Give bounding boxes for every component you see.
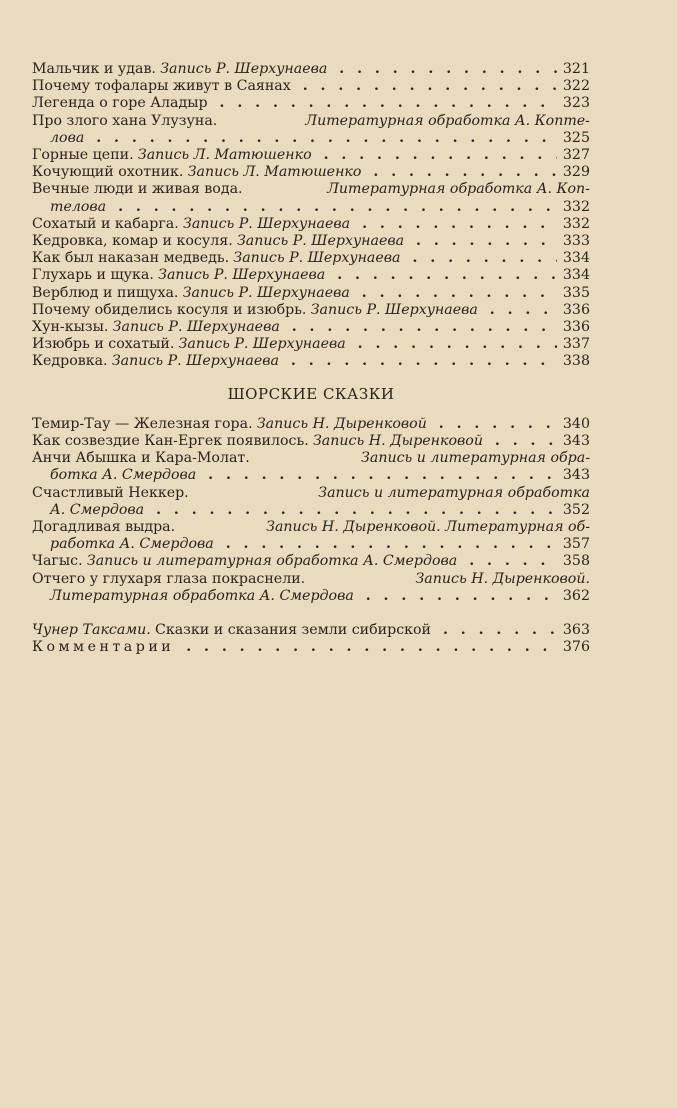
entry-line-continued [32,502,590,519]
entry-credit-continued: лова [50,129,85,146]
entry-line-continued [32,588,590,605]
toc-entry [32,216,590,233]
entry-credit: Запись Л. Матюшенко [137,147,312,164]
page-number: 333 [562,233,590,250]
entry-credit: Запись Р. Шерхунаева [236,233,405,250]
dot-leader [352,336,557,353]
page-number: 325 [562,129,590,146]
page-number: 335 [562,284,590,301]
toc-entry [32,181,590,215]
entry-title: Темир-Тау — Железная гора. [32,415,253,432]
dot-leader [214,95,557,112]
entry-line [32,285,590,302]
entry-credit: Запись Р. Шерхунаева [182,284,350,301]
entry-line [32,353,590,370]
entry-title: Почему тофалары живут в Саянах [32,78,291,95]
entry-title: Мальчик и удав. [32,61,156,77]
entry-title: Счастливый Неккер. [32,484,189,501]
dot-leader [90,130,557,147]
entry-line [32,553,590,570]
entry-credit: Запись и литературная обра- [361,450,590,467]
entry-line-continued [32,199,590,216]
entry-title: Чагыс. [32,553,83,570]
dot-leader [367,164,556,181]
entry-line [32,336,590,353]
entry-title: Кедровка, комар и косуля. [32,233,233,250]
dot-leader [360,588,557,605]
entry-line [32,164,590,181]
page-number: 337 [562,336,590,353]
toc-entry [32,336,590,353]
entry-credit: Запись и литературная обработка [318,484,590,501]
toc-entry [32,519,590,553]
entry-credit: Литературная обработка А. Копте- [305,112,590,129]
toc-entry [32,485,590,519]
dot-leader [180,639,557,656]
toc-list-part1 [32,61,590,371]
dot-leader [112,199,557,216]
toc-entry [32,571,590,605]
entry-line [32,267,590,284]
entry-credit: Запись Р. Шерхунаева [111,353,279,370]
page-number: 357 [562,536,590,553]
entry-credit-continued: ботка А. Смердова [50,467,197,484]
section-heading: ШОРСКИЕ СКАЗКИ [227,384,395,403]
entry-credit: Запись Р. Шерхунаева [160,61,328,77]
dot-leader [410,233,557,250]
entry-credit-continued: Литературная обработка А. Смердова [50,587,354,604]
page-number: 323 [562,95,590,112]
dot-leader [333,61,557,78]
toc-entry [32,147,590,164]
entry-title: Про злого хана Улузуна. [32,112,218,129]
toc-entry [32,113,590,147]
page-number: 332 [562,198,590,215]
page-number: 336 [562,319,590,336]
entry-line [32,485,590,502]
toc-entry [32,319,590,336]
entry-credit: Запись и литературная обработка А. Смердова [86,553,458,570]
page-number: 362 [562,587,590,604]
page-number: 340 [562,415,590,432]
table-of-contents [32,61,590,657]
entry-title: Кедровка. [32,353,108,370]
entry-credit-continued: А. Смердова [50,501,145,518]
entry-line [32,250,590,267]
entry-credit: Запись Н. Дыренковой. Литературная об- [266,519,590,536]
entry-line-continued [32,536,590,553]
toc-list-part2 [32,416,590,605]
toc-entry [32,95,590,112]
entry-line [32,95,590,112]
entry-line [32,416,590,433]
entry-title: Вечные люди и живая вода. [32,181,243,198]
entry-title: Догадливая выдра. [32,519,176,536]
entry-title: Сохатый и кабарга. [32,215,179,232]
dot-leader [407,250,557,267]
entry-credit: Запись Л. Матюшенко [187,164,362,181]
entry-line [32,433,590,450]
entry-title: Как был наказан медведь. [32,250,230,267]
entry-title: Изюбрь и сохатый. [32,336,175,353]
page-number: 322 [562,78,590,95]
page-number: 343 [562,433,590,450]
dot-leader [433,416,557,433]
dot-leader [297,78,557,95]
entry-title: Сказки и сказания земли сибирской [155,622,431,639]
entry-author: Чунер Таксами. [32,622,151,639]
entry-credit: Литературная обработка А. Коп- [327,181,590,198]
entry-line [32,78,590,95]
entry-credit: Запись Р. Шерхунаева [158,267,326,284]
dot-leader [285,353,557,370]
dot-leader [356,285,557,302]
entry-title: Как созвездие Кан-Ергек появилось. [32,433,309,450]
entry-title: Почему обиделись косуля и изюбрь. [32,301,307,318]
toc-entry [32,78,590,95]
toc-entry [32,353,590,370]
page-number: 332 [562,215,590,232]
entry-credit: Запись Н. Дыренковой [256,415,427,432]
entry-credit: Запись Р. Шерхунаева [178,336,346,353]
page-number: 334 [562,267,590,284]
page-number: 327 [562,147,590,164]
entry-title: Легенда о горе Аладыр [32,95,208,112]
toc-entry [32,250,590,267]
dot-leader [286,319,557,336]
toc-entry [32,302,590,319]
entry-title: Верблюд и пищуха. [32,284,179,301]
entry-line [32,450,590,467]
entry-line [32,147,590,164]
entry-credit: Запись Р. Шерхунаева [233,250,401,267]
entry-credit: Запись Р. Шерхунаева [183,215,351,232]
dot-leader [318,147,557,164]
dot-leader [356,216,557,233]
entry-credit: Запись Н. Дыренковой. [415,570,590,587]
page-number: 338 [562,353,590,370]
page-number: 376 [562,639,590,656]
dot-leader [150,502,557,519]
entry-title: Анчи Абышка и Кара-Молат. [32,450,250,467]
entry-credit: Запись Р. Шерхунаева [310,301,478,318]
entry-line-continued [32,130,590,147]
toc-entry-afterword [32,622,590,639]
entry-title: Хун-кызы. [32,319,109,336]
toc-entry [32,416,590,433]
toc-entry [32,164,590,181]
dot-leader [489,433,557,450]
entry-line [32,302,590,319]
entry-line [32,519,590,536]
entry-line [32,61,590,78]
page-number: 352 [562,501,590,518]
entry-line [32,571,590,588]
entry-title: Глухарь и щука. [32,267,154,284]
entry-title: Горные цепи. [32,147,134,164]
entry-line-continued [32,467,590,484]
page-number: 363 [562,622,590,639]
toc-entry [32,285,590,302]
page-number: 321 [562,61,590,77]
page-number: 334 [562,250,590,267]
dot-leader [331,267,557,284]
page-number: 329 [562,164,590,181]
toc-entry [32,267,590,284]
entry-credit: Запись Р. Шерхунаева [112,319,280,336]
entry-line [32,113,590,130]
dot-leader [484,302,557,319]
page-number: 343 [562,467,590,484]
entry-line [32,181,590,198]
entry-title: Отчего у глухаря глаза покраснели. [32,570,306,587]
dot-leader [220,536,557,553]
toc-entry [32,433,590,450]
entry-title: Кочующий охотник. [32,164,184,181]
dot-leader [463,553,557,570]
toc-entry [32,450,590,484]
toc-entry [32,553,590,570]
page-number: 358 [562,553,590,570]
toc-entry-comments [32,639,590,656]
toc-entry [32,233,590,250]
entry-line [32,233,590,250]
toc-entry [32,61,590,78]
entry-title: Комментарии [32,639,175,656]
entry-credit-continued: телова [50,198,107,215]
page-number: 336 [562,301,590,318]
dot-leader [202,467,557,484]
entry-credit: Запись Н. Дыренковой [312,433,483,450]
entry-credit-continued: работка А. Смердова [50,536,214,553]
dot-leader [437,622,557,639]
entry-line [32,216,590,233]
entry-line [32,319,590,336]
